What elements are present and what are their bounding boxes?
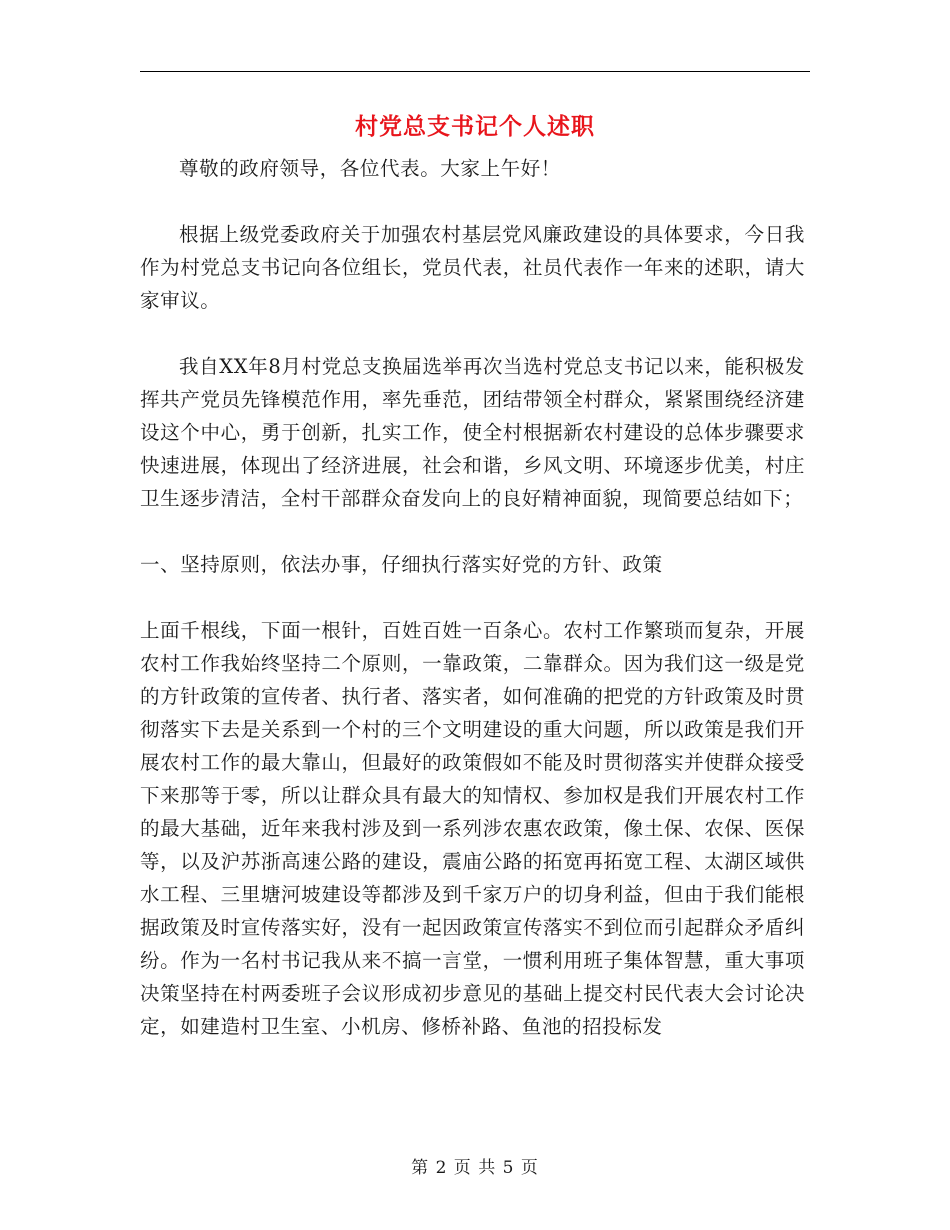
- page-number: 第 2 页 共 5 页: [411, 1158, 539, 1178]
- document-title: 村党总支书记个人述职: [355, 113, 595, 140]
- salutation: 尊敬的政府领导，各位代表。大家上午好！: [179, 157, 561, 180]
- document-body: [140, 152, 805, 1043]
- section-body: 上面千根线，下面一根针，百姓百姓一百条心。农村工作繁琐而复杂，开展农村工作我始终坚持二个原则，一靠政策，二靠群众。因为我们这一级是党的方针政策的宣传者、执行者、落实者，如何准确的把党的方针政策及时贯彻落实下去是关系到一个村的三个文明建设的重大问题，所以政策是我们开展农村工作的最大靠山，但最好的政策假如不能及时贯彻落实并使群众接受下来那等于零，所以让群众具有最大的知情权、参加权是我们开展农村工作的最大基础，近年来我村涉及到一系列涉农惠农政策，像土保、农保、医保等，以及沪苏浙高速公路的建设，震庙公路的拓宽再拓宽工程、太湖区域供水工程、三里塘河坡建设等都涉及到千家万户的切身利益，但由于我们能根据政策及时宣传落实好，没有一起因政策宣传落实不到位而引起群众矛盾纠纷。作为一名村书记我从来不搞一言堂，一惯利用班子集体智慧，重大事项决策坚持在村两委班子会议形成初步意见的基础上提交村民代表大会讨论决定，如建造村卫生室、小机房、修桥补路、鱼池的招投标发: [140, 619, 805, 1038]
- section-heading: 一、坚持原则，依法办事，仔细执行落实好党的方针、政策: [140, 553, 663, 576]
- paragraph-summary: 我自XX年8月村党总支换届选举再次当选村党总支书记以来，能积极发挥共产党员先锋模范作用，率先垂范，团结带领全村群众，紧紧围绕经济建设这个中心，勇于创新，扎实工作，使全村根据新农村建设的总体步骤要求快速进展，体现出了经济进展，社会和谐，乡风文明、环境逐步优美，村庄卫生逐步清洁，全村干部群众奋发向上的良好精神面貌，现简要总结如下；: [140, 355, 805, 510]
- paragraph-intro: 根据上级党委政府关于加强农村基层党风廉政建设的具体要求，今日我作为村党总支书记向各位组长，党员代表，社员代表作一年来的述职，请大家审议。: [140, 223, 805, 312]
- header-rule: [140, 71, 810, 72]
